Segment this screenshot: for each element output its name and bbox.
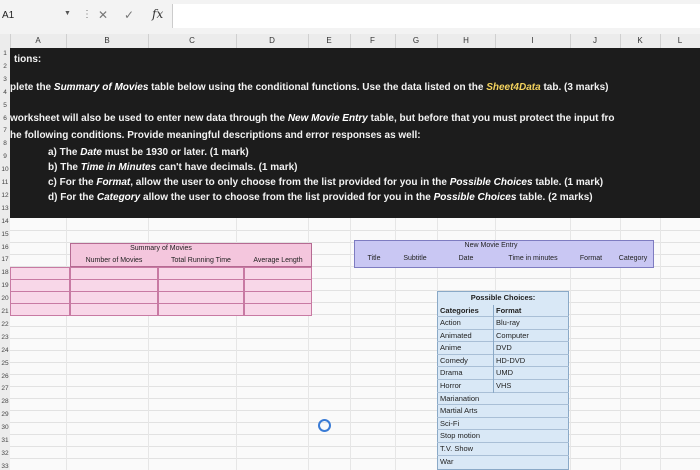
summary-cell[interactable] xyxy=(70,303,158,316)
column-header[interactable]: K xyxy=(620,34,661,48)
grid-line xyxy=(10,398,700,399)
row-header[interactable]: 17 xyxy=(1,256,9,263)
summary-title: Summary of Movies xyxy=(130,245,192,252)
row-header[interactable]: 29 xyxy=(1,411,9,418)
row-header[interactable]: 31 xyxy=(1,437,9,444)
row-header[interactable]: 1 xyxy=(3,50,7,57)
column-header[interactable]: D xyxy=(236,34,309,48)
function-icon[interactable]: fx xyxy=(152,7,164,21)
row-divider xyxy=(437,392,569,393)
summary-header-count: Number of Movies xyxy=(85,257,143,264)
grid-line xyxy=(10,230,700,231)
summary-cell[interactable] xyxy=(10,303,70,316)
category-option: Drama xyxy=(440,368,463,378)
grid-line xyxy=(10,422,700,423)
category-option: Marianation xyxy=(440,393,480,403)
category-option: T.V. Show xyxy=(440,444,474,453)
column-header[interactable]: F xyxy=(350,34,396,48)
row-header[interactable]: 4 xyxy=(3,89,7,96)
cancel-icon[interactable]: ✕ xyxy=(98,8,109,22)
entry-header-format[interactable]: Format xyxy=(579,255,603,262)
choices-header-format: Format xyxy=(496,306,522,315)
instruction-line-3: he following conditions. Provide meaningful descriptions and error responses as well: xyxy=(10,130,421,141)
row-divider xyxy=(437,366,569,367)
row-header[interactable]: 32 xyxy=(1,450,9,457)
instructions-band xyxy=(10,48,700,218)
chevron-down-icon[interactable]: ▼ xyxy=(64,10,71,17)
column-header[interactable]: L xyxy=(660,34,700,48)
category-option: War xyxy=(440,456,454,466)
formula-bar xyxy=(0,0,700,34)
row-header[interactable]: 23 xyxy=(1,334,9,341)
row-divider xyxy=(437,316,569,317)
instruction-line-2: worksheet will also be used to enter new data through the New Movie Entry table, but before that you must protect the input fro xyxy=(10,113,615,124)
grid-line xyxy=(10,326,700,327)
grid-line xyxy=(10,350,700,351)
row-divider xyxy=(437,354,569,355)
instruction-line-1: plete the Summary of Movies table below using the conditional functions. Use the data listed on the Sheet4Data tab. (3 marks) xyxy=(10,82,609,93)
column-header[interactable]: J xyxy=(570,34,621,48)
grid-line xyxy=(66,218,67,470)
row-header[interactable]: 10 xyxy=(1,166,9,173)
row-header[interactable]: 26 xyxy=(1,373,9,380)
row-divider xyxy=(437,329,569,330)
column-header[interactable]: E xyxy=(308,34,351,48)
row-divider xyxy=(437,341,569,342)
row-divider xyxy=(437,404,569,405)
entry-header-title[interactable]: Title xyxy=(367,255,381,262)
row-divider xyxy=(437,429,569,430)
category-option: Horror xyxy=(440,381,462,390)
row-header[interactable]: 15 xyxy=(1,231,9,238)
row-header[interactable]: 2 xyxy=(3,63,7,70)
format-option: Computer xyxy=(496,330,529,340)
row-header[interactable]: 3 xyxy=(3,76,7,83)
format-option: DVD xyxy=(496,343,512,353)
category-option: Anime xyxy=(440,343,462,353)
more-icon: ⋮ xyxy=(82,9,92,20)
entry-title: New Movie Entry xyxy=(464,242,518,249)
row-header[interactable]: 13 xyxy=(1,205,9,212)
column-header-bar xyxy=(0,34,700,49)
row-divider xyxy=(437,417,569,418)
row-header[interactable]: 18 xyxy=(1,269,9,276)
choices-title: Possible Choices: xyxy=(470,293,536,302)
row-header[interactable]: 7 xyxy=(3,127,7,134)
row-divider xyxy=(437,379,569,380)
choices-header-categories: Categories xyxy=(440,306,479,315)
summary-header-average: Average Length xyxy=(253,257,303,264)
entry-header-time[interactable]: Time in minutes xyxy=(508,255,558,262)
row-header[interactable]: 24 xyxy=(1,347,9,354)
grid-line xyxy=(660,218,661,470)
column-header[interactable]: B xyxy=(66,34,149,48)
column-header[interactable]: G xyxy=(395,34,438,48)
category-option: Sci-Fi xyxy=(440,418,460,428)
row-header[interactable]: 6 xyxy=(3,115,7,122)
column-header[interactable]: I xyxy=(495,34,571,48)
grid-line xyxy=(10,434,700,435)
entry-header-category[interactable]: Category xyxy=(618,255,648,262)
instruction-item-d: d) For the Category allow the user to choose from the list provided for you in the Possible Choices table. (2 marks) xyxy=(48,192,593,203)
formula-input[interactable] xyxy=(172,4,700,28)
row-divider xyxy=(437,442,569,443)
row-header[interactable]: 16 xyxy=(1,244,9,251)
format-option: VHS xyxy=(496,381,512,390)
summary-cell[interactable] xyxy=(158,303,244,316)
grid-line xyxy=(10,446,700,447)
row-header[interactable]: 12 xyxy=(1,192,9,199)
summary-header-total: Total Running Time xyxy=(171,257,231,264)
column-header[interactable]: C xyxy=(148,34,237,48)
entry-header-date[interactable]: Date xyxy=(458,255,474,262)
grid-line xyxy=(10,458,700,459)
entry-header-subtitle[interactable]: Subtitle xyxy=(403,255,427,262)
row-header[interactable]: 5 xyxy=(3,102,7,109)
selection-circle-icon xyxy=(318,419,331,432)
row-header[interactable]: 33 xyxy=(1,463,9,470)
column-header[interactable]: A xyxy=(10,34,67,48)
row-header[interactable]: 25 xyxy=(1,360,9,367)
row-header[interactable]: 19 xyxy=(1,282,9,289)
row-header[interactable]: 14 xyxy=(1,218,9,225)
summary-cell[interactable] xyxy=(244,303,312,316)
name-box[interactable]: A1 xyxy=(2,10,15,21)
column-header[interactable]: H xyxy=(437,34,496,48)
instruction-item-c: c) For the Format, allow the user to only choose from the list provided for you in the Possible Choices table. (1 mark) xyxy=(48,177,604,188)
grid-line xyxy=(10,374,700,375)
instruction-item-a: a) The Date must be 1930 or later. (1 mark) xyxy=(48,147,249,158)
row-header[interactable]: 20 xyxy=(1,295,9,302)
category-option: Martial Arts xyxy=(440,406,478,416)
format-option: HD-DVD xyxy=(496,355,526,365)
row-header[interactable]: 21 xyxy=(1,308,9,315)
row-header[interactable]: 28 xyxy=(1,398,9,405)
row-header[interactable]: 22 xyxy=(1,321,9,328)
grid-line xyxy=(10,386,700,387)
category-option: Stop motion xyxy=(440,431,481,441)
grid-line xyxy=(350,218,351,470)
column-divider xyxy=(493,305,494,393)
category-option: Animated xyxy=(440,330,472,340)
format-option: UMD xyxy=(496,368,514,378)
row-header[interactable]: 11 xyxy=(1,179,9,186)
enter-icon[interactable]: ✓ xyxy=(124,8,135,22)
row-divider xyxy=(437,455,569,456)
grid-line xyxy=(10,410,700,411)
category-option: Comedy xyxy=(440,355,468,365)
row-header[interactable]: 8 xyxy=(3,140,7,147)
grid-line xyxy=(10,338,700,339)
row-header[interactable]: 27 xyxy=(1,385,9,392)
format-option: Blu-ray xyxy=(496,318,520,327)
instruction-item-b: b) The Time in Minutes can't have decimals. (1 mark) xyxy=(48,162,298,173)
instructions-heading: tions: xyxy=(14,54,42,65)
category-option: Action xyxy=(440,318,461,327)
row-header[interactable]: 30 xyxy=(1,424,9,431)
grid-line xyxy=(10,362,700,363)
row-header[interactable]: 9 xyxy=(3,153,7,160)
